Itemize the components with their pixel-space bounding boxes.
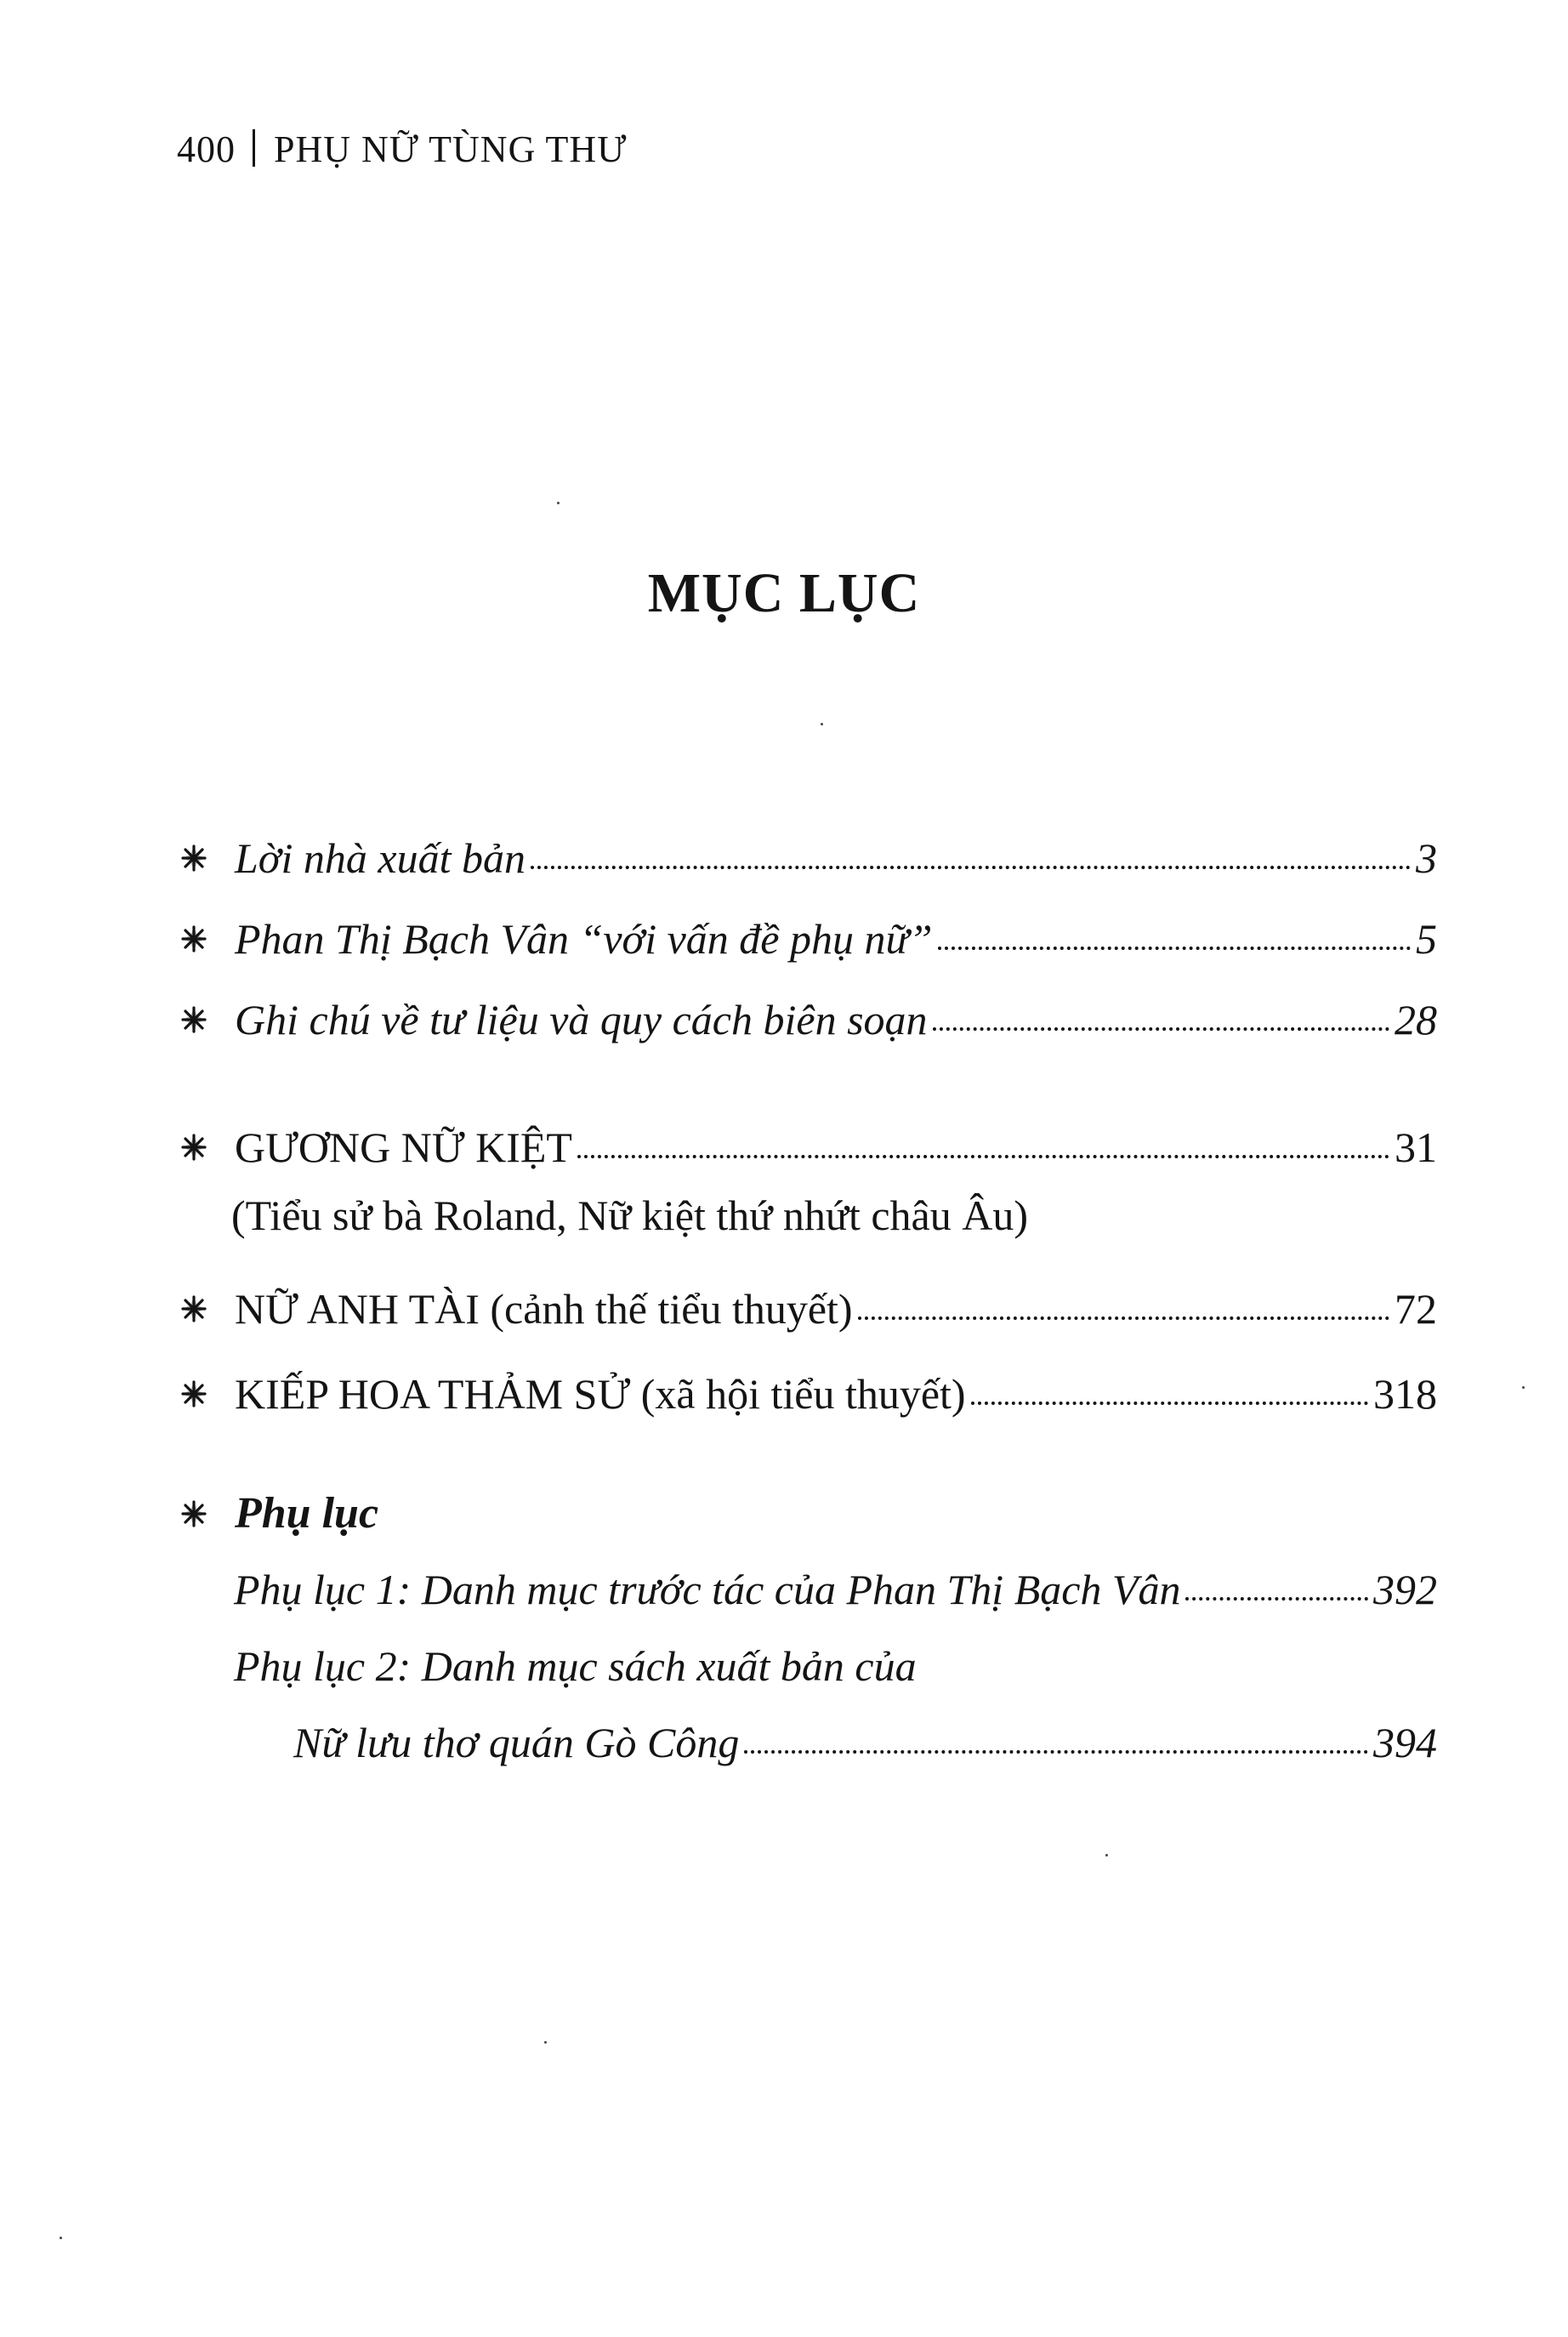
dot-leader [938, 947, 1411, 950]
toc-entry-title: Phan Thị Bạch Vân “với vấn đề phụ nữ” [235, 915, 933, 963]
toc-entry-page: 31 [1395, 1123, 1437, 1171]
dot-leader [971, 1402, 1368, 1405]
toc-entry[interactable] [179, 1123, 1437, 1172]
toc-entry[interactable] [179, 1369, 1437, 1419]
appendix-heading[interactable] [179, 1488, 378, 1538]
book-title: PHỤ NỮ TÙNG THƯ [274, 128, 628, 170]
toc-entry-title: NỮ ANH TÀI (cảnh thế tiểu thuyết) [235, 1285, 853, 1333]
appendix-entry[interactable] [234, 1565, 1437, 1614]
dot-leader [858, 1316, 1389, 1320]
dot-leader [933, 1027, 1389, 1031]
toc-entry[interactable] [179, 914, 1437, 964]
scan-speck [1105, 1854, 1108, 1857]
toc-entry[interactable] [179, 833, 1437, 883]
appendix-entry-page: 392 [1373, 1566, 1437, 1613]
toc-entry-title: Ghi chú về tư liệu và quy cách biên soạn [235, 996, 928, 1043]
dot-leader [1185, 1597, 1368, 1601]
asterisk-flower-icon [179, 1132, 209, 1163]
asterisk-flower-icon [179, 1379, 209, 1409]
appendix-entry-title: Phụ lục 2: Danh mục sách xuất bản của [234, 1642, 917, 1690]
header-divider [253, 129, 255, 167]
toc-entry[interactable] [179, 995, 1437, 1044]
toc-entry-title: KIẾP HOA THẢM SỬ (xã hội tiểu thuyết) [235, 1370, 966, 1418]
appendix-entry-continuation[interactable] [293, 1718, 1437, 1767]
appendix-entry-title-continuation: Nữ lưu thơ quán Gò Công [293, 1719, 740, 1766]
scan-speck [544, 2041, 547, 2044]
running-header [177, 128, 627, 171]
page-title: MỤC LỤC [647, 562, 921, 624]
page-number: 400 [177, 128, 236, 170]
asterisk-flower-icon [179, 843, 209, 873]
asterisk-flower-icon [179, 1498, 209, 1529]
dot-leader [744, 1750, 1368, 1754]
asterisk-flower-icon [179, 1294, 209, 1324]
toc-entry-title: Lời nhà xuất bản [235, 834, 526, 882]
scan-speck [60, 2237, 62, 2239]
dot-leader [531, 866, 1411, 869]
scan-speck [557, 502, 560, 504]
toc-entry-page: 72 [1395, 1285, 1437, 1333]
appendix-entry[interactable] [234, 1641, 1437, 1691]
scan-speck [1522, 1386, 1525, 1389]
dot-leader [577, 1155, 1389, 1158]
appendix-heading-label: Phụ lục [235, 1489, 379, 1538]
toc-entry-subtitle: (Tiểu sử bà Roland, Nữ kiệt thứ nhứt châu Âu) [231, 1191, 1029, 1239]
asterisk-flower-icon [179, 1004, 209, 1035]
toc-entry-page: 28 [1395, 996, 1437, 1043]
asterisk-flower-icon [179, 924, 209, 954]
appendix-entry-page: 394 [1373, 1719, 1437, 1766]
toc-entry-title: GƯƠNG NỮ KIỆT [235, 1123, 572, 1171]
toc-entry[interactable] [179, 1284, 1437, 1333]
scan-speck [821, 723, 823, 725]
appendix-entry-title: Phụ lục 1: Danh mục trước tác của Phan Thị Bạch Vân [234, 1566, 1181, 1613]
toc-entry-page: 318 [1373, 1370, 1437, 1418]
toc-entry-page: 3 [1416, 834, 1437, 882]
toc-entry-page: 5 [1416, 915, 1437, 963]
